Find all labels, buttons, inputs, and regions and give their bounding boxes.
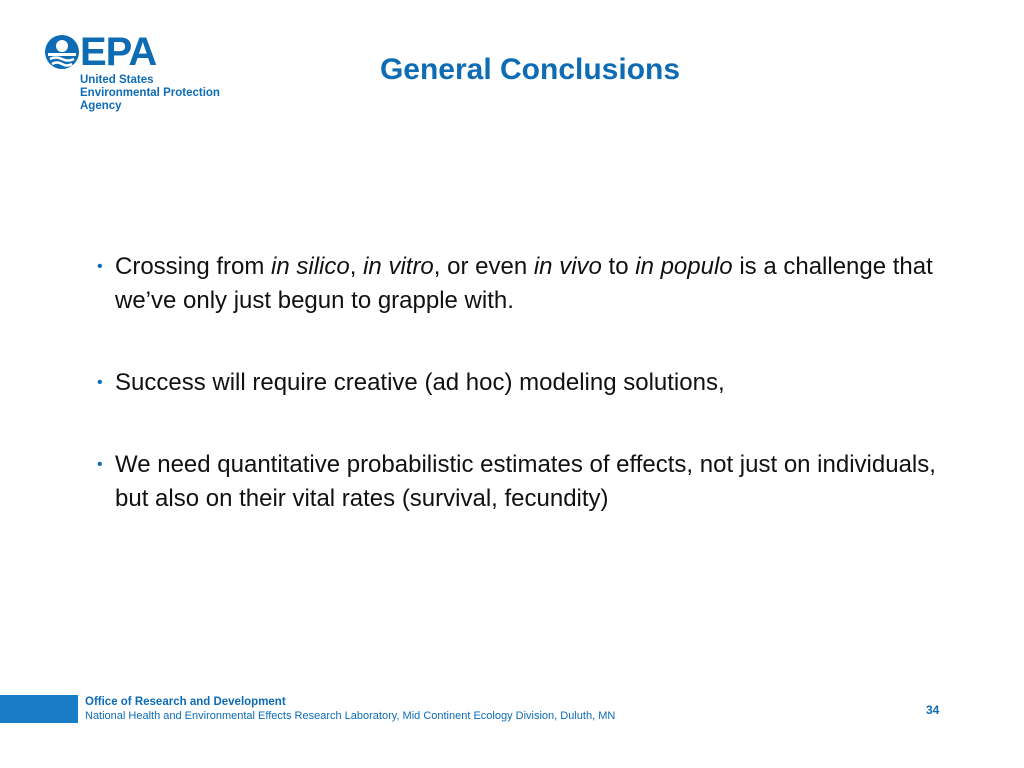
bullet-1-text: Crossing from in silico, in vitro, or even in vivo to in populo is a challenge that we’ve only just begun to grapple with. xyxy=(115,253,933,314)
logo-line-2: Environmental Protection xyxy=(80,87,220,99)
logo-letters: EPA xyxy=(80,30,157,74)
logo-agency-name xyxy=(80,74,220,113)
bullet-item-2 xyxy=(96,366,956,400)
bullet-2-text: Success will require creative (ad hoc) modeling solutions, xyxy=(115,369,725,396)
slide-title: General Conclusions xyxy=(379,53,681,86)
logo-line-1: United States xyxy=(80,74,154,86)
bullet-item-1 xyxy=(96,250,956,318)
footer-accent-bar xyxy=(0,695,78,723)
bullet-dot: • xyxy=(97,374,103,391)
footer xyxy=(0,695,1024,723)
bullet-list xyxy=(96,250,956,564)
epa-flower-icon xyxy=(44,34,80,70)
bullet-3-text: We need quantitative probabilistic estimates of effects, not just on individuals, but also on their vital rates (survival, fecundity) xyxy=(115,451,936,512)
footer-office-name: Office of Research and Development xyxy=(85,696,286,708)
epa-logo xyxy=(44,30,244,114)
page-number: 34 xyxy=(926,703,940,717)
bullet-dot: • xyxy=(97,258,103,275)
footer-lab-name: National Health and Environmental Effects Research Laboratory, Mid Continent Ecology Division, Duluth, MN xyxy=(85,710,616,722)
bullet-dot: • xyxy=(97,456,103,473)
logo-line-3: Agency xyxy=(80,100,122,112)
bullet-item-3 xyxy=(96,448,956,516)
